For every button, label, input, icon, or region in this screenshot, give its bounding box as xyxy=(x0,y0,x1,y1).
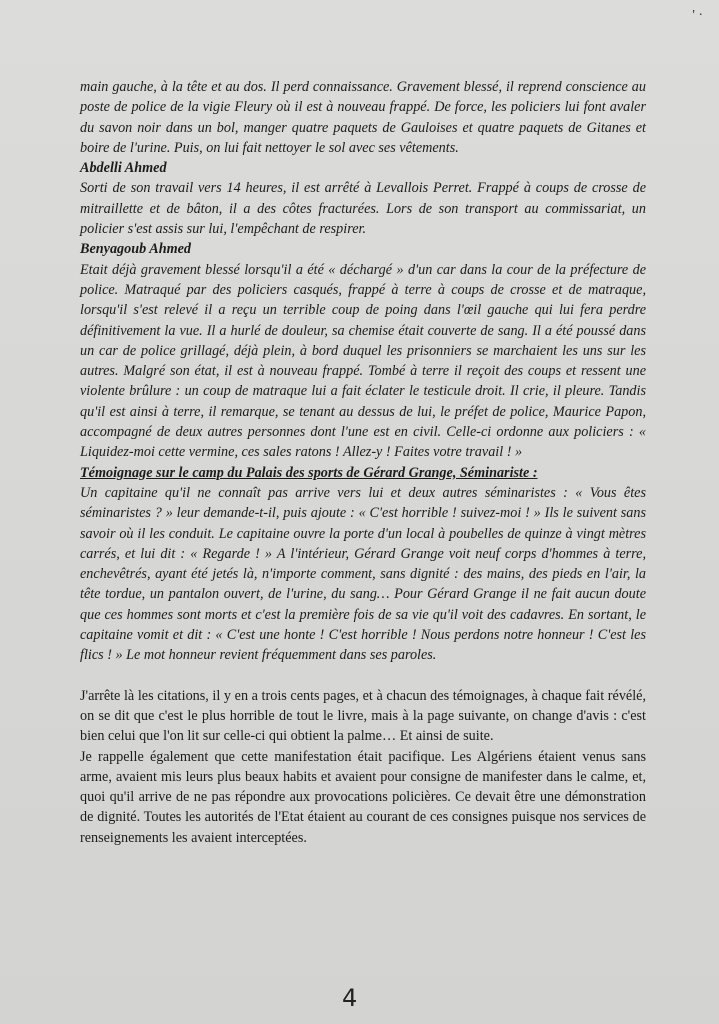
paragraph-manifestation: Je rappelle également que cette manifestation était pacifique. Les Algériens étaient venus sans arme, avaient mis leurs plus beaux habits et avaient pour consigne de manifester dans le calme, et, quoi qu'il arrive de ne pas répondre aux provocations policières. Ce devait être une démonstration de dignité. Toutes les autorités de l'Etat étaient au courant de ces consignes puisque nos services de renseignements les avaient interceptées. xyxy=(80,748,646,846)
paragraph-gap xyxy=(80,666,646,686)
paragraph-grange: Un capitaine qu'il ne connaît pas arrive vers lui et deux autres séminaristes : « Vous êtes séminaristes ? » leur demande-t-il, puis ajoute : « C'est horrible ! suivez-moi ! » Ils le suivent sans savoir où il les conduit. Le capitaine ouvre la porte d'un local à poubelles de quinze à vingt mètres carrés, et lui dit : « Regarde ! » A l'intérieur, Gérard Grange voit neuf corps d'hommes à terre, enchevêtrés, ayant été jetés là, n'importe comment, sans dignité : des mains, des pieds en l'air, la tête tordue, un pantalon ouvert, de l'urine, du sang… Pour Gérard Grange il ne fait aucun doute que ces hommes sont morts et c'est la première fois de sa vie qu'il voit des cadavres. En sortant, le capitaine vomit et dit : « C'est une honte ! C'est horrible ! Nous perdons notre honneur ! C'est les flics ! » Le mot honneur revient fréquemment dans ses paroles. xyxy=(80,484,646,664)
paragraph-citations: J'arrête là les citations, il y en a trois cents pages, et à chacun des témoignages, à chaque fait révélé, on se dit que c'est le plus horrible de tout le livre, mais à la page suivante, on change d'avis : c'est bien celui que l'on lit sur celle-ci qui obtient la palme… Et ainsi de suite. xyxy=(80,687,646,745)
paragraph-continuation: main gauche, à la tête et au dos. Il perd connaissance. Gravement blessé, il reprend conscience au poste de police de la vigie Fleury où il est à nouveau frappé. De force, les policiers lui font avaler du savon noir dans un bol, manger quatre paquets de Gauloises et quatre paquets de Gitanes et boire de l'urine. Puis, on lui fait nettoyer le sol avec ses vêtements. xyxy=(80,79,646,156)
heading-temoignage-grange: Témoignage sur le camp du Palais des sports de Gérard Grange, Séminariste : xyxy=(80,464,538,481)
document-body xyxy=(80,77,646,848)
corner-mark: ' · xyxy=(692,8,703,23)
paragraph-benyagoub: Etait déjà gravement blessé lorsqu'il a été « déchargé » d'un car dans la cour de la préfecture de police. Matraqué par des policiers casqués, frappé à terre à coups de crosse et de matraque, lorsqu'il s'est relevé il a reçu un terrible coup de poing dans l'œil gauche qui lui fera perdre définitivement la vue. Il a hurlé de douleur, sa chemise était couverte de sang. Il a été poussé dans un car de police grillagé, déjà plein, à bord duquel les prisonniers se marchaient les uns sur les autres. Malgré son état, il est à nouveau frappé. Tombé à terre il reçoit des coups et ressent une violente brûlure : un coup de matraque lui a fait éclater le testicule droit. Il crie, il pleure. Tandis qu'il est ainsi à terre, il remarque, se tenant au dessus de lui, le préfet de police, Maurice Papon, accompagné de deux autres personnes dont l'une est en civil. Celle-ci ordonne aux policiers : « Liquidez-moi cette vermine, ces sales ratons ! Allez-y ! Faites votre travail ! » xyxy=(80,261,646,461)
paragraph-abdelli: Sorti de son travail vers 14 heures, il est arrêté à Levallois Perret. Frappé à coups de crosse de mitraillette et de bâton, il a des côtes fracturées. Lors de son transport au commissariat, un policier s'est assis sur lui, l'empêchant de respirer. xyxy=(80,180,646,238)
heading-benyagoub-ahmed: Benyagoub Ahmed xyxy=(80,241,192,258)
page-number: 4 xyxy=(342,984,358,1012)
heading-abdelli-ahmed: Abdelli Ahmed xyxy=(80,160,167,177)
